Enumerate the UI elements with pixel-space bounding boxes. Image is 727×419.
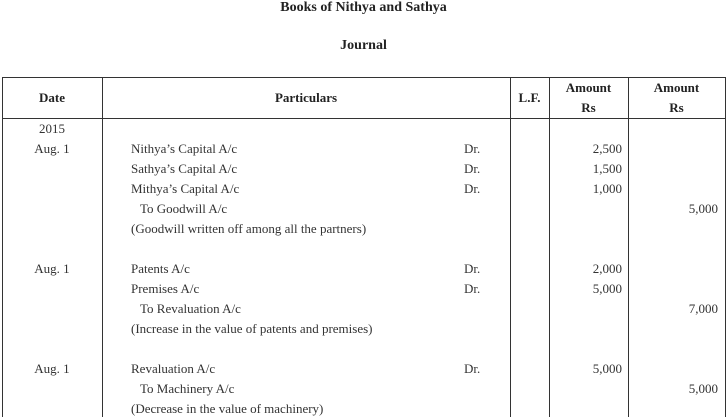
debit-amount: 2,500 (592, 141, 622, 156)
debit-account: Nithya’s Capital A/c (131, 141, 238, 156)
particulars-column-divider (510, 77, 511, 417)
column-header-lf: L.F. (518, 90, 541, 105)
narration: (Goodwill written off among all the partners) (131, 221, 367, 236)
table-right-border (725, 77, 726, 417)
debit-amount: 1,500 (592, 161, 622, 176)
dr-marker: Dr. (464, 361, 481, 376)
column-header-amount-cr-unit: Rs (669, 100, 684, 115)
credit-account: To Revaluation A/c (140, 301, 241, 316)
entry-date: Aug. 1 (34, 141, 70, 156)
credit-amount: 5,000 (688, 381, 718, 396)
column-header-amount-dr: Amount (565, 80, 612, 95)
debit-account: Premises A/c (131, 281, 200, 296)
column-header-date: Date (39, 90, 65, 105)
dr-marker: Dr. (464, 281, 481, 296)
debit-amount: 2,000 (592, 261, 622, 276)
narration: (Decrease in the value of machinery) (131, 401, 324, 416)
dr-marker: Dr. (464, 161, 481, 176)
dr-marker: Dr. (464, 261, 481, 276)
amount-dr-column-divider (628, 77, 629, 417)
credit-amount: 5,000 (688, 201, 718, 216)
column-header-amount-dr-unit: Rs (581, 100, 596, 115)
entry-date: Aug. 1 (34, 261, 70, 276)
debit-account: Mithya’s Capital A/c (131, 181, 240, 196)
book-title: Books of Nithya and Sathya (280, 0, 447, 15)
credit-amount: 7,000 (688, 301, 718, 316)
debit-amount: 5,000 (592, 281, 622, 296)
column-header-amount-cr: Amount (653, 80, 700, 95)
debit-account: Sathya’s Capital A/c (131, 161, 238, 176)
credit-account: To Machinery A/c (140, 381, 235, 396)
journal-title: Journal (340, 38, 387, 53)
dr-marker: Dr. (464, 141, 481, 156)
date-column-divider (102, 77, 103, 417)
narration: (Increase in the value of patents and premises) (131, 321, 373, 336)
column-header-particulars: Particulars (274, 90, 338, 105)
dr-marker: Dr. (464, 181, 481, 196)
debit-account: Patents A/c (131, 261, 190, 276)
header-bottom-border (2, 118, 726, 119)
debit-amount: 5,000 (592, 361, 622, 376)
entry-date: Aug. 1 (34, 361, 70, 376)
debit-account: Revaluation A/c (131, 361, 216, 376)
credit-account: To Goodwill A/c (140, 201, 228, 216)
entry-year: 2015 (39, 121, 65, 136)
debit-amount: 1,000 (592, 181, 622, 196)
